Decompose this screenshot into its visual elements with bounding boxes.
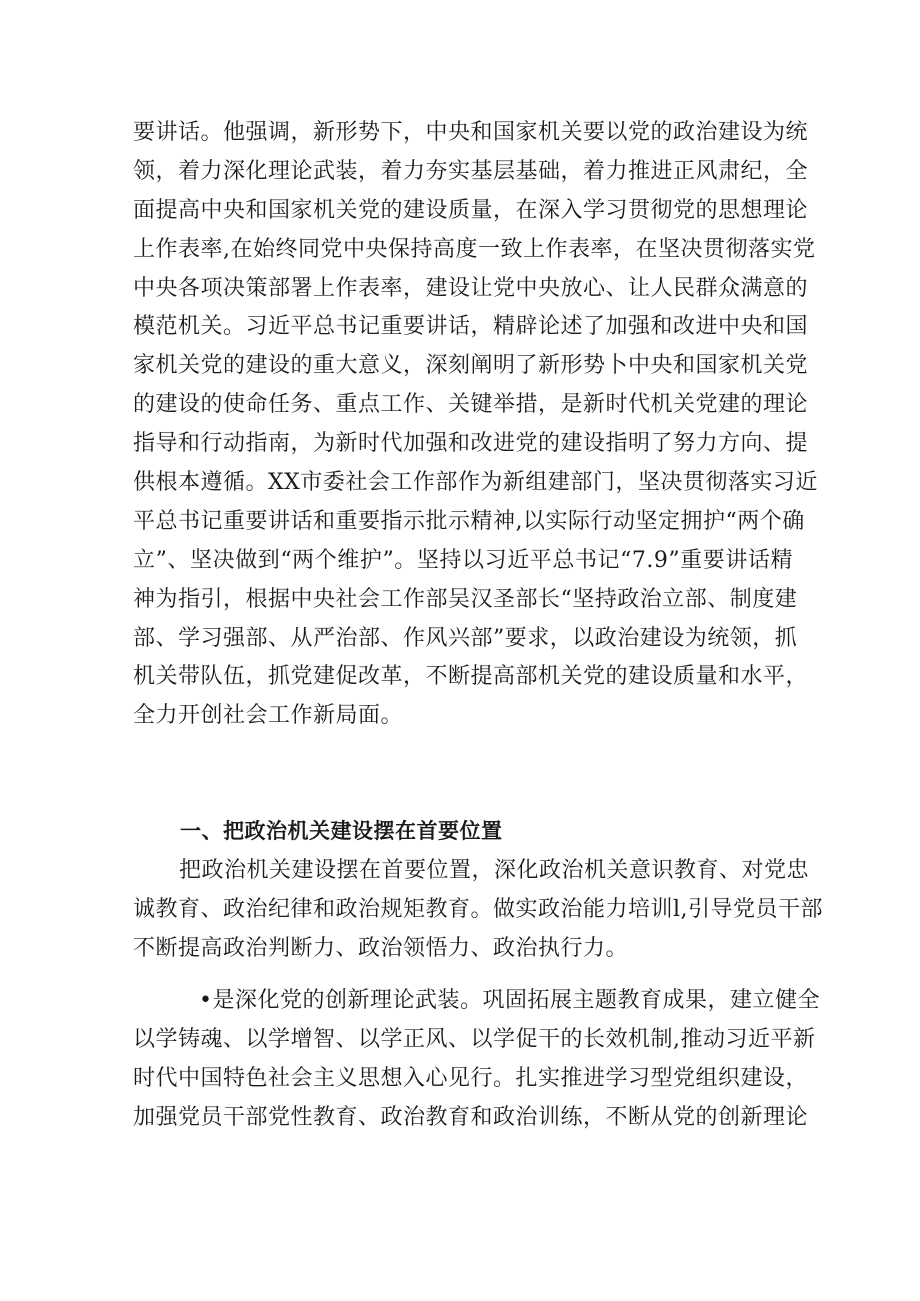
- text-line: 全力开创社会工作新局面。: [133, 703, 404, 729]
- text-line: 的建设的使命任务、重点工作、关键举措，是新时代机关党建的理论: [133, 392, 809, 418]
- text-line: 加强党员干部党性教育、政治教育和政治训练，不断从党的创新理论: [133, 1104, 809, 1130]
- text-line: 模范机关。习近平总书记重要讲话，精辟论述了加强和改进中央和国: [133, 314, 809, 340]
- intro-paragraph: [133, 114, 818, 736]
- section-heading: 一、把政治机关建设摆在首要位置: [180, 819, 503, 843]
- section-paragraph: [133, 852, 824, 969]
- text-line: 神为指引，根据中央社会工作部吴汉圣部长“坚持政治立部、制度建: [133, 586, 798, 612]
- text-line: 立”、坚决做到“两个维护”。坚持以习近平总书记“7.9”重要讲话精: [133, 547, 793, 573]
- text-line: 部、学习强部、从严治部、作风兴部”要求，以政治建设为统领，抓: [133, 625, 798, 651]
- bullet-paragraph: [133, 982, 820, 1138]
- text-line: 中央各项决策部署上作表率，建设让党中央放心、让人民群众满意的: [133, 275, 809, 301]
- text-line: 领，着力深化理论武装，着力夯实基层基础，着力推进正风肃纪，全: [133, 158, 809, 184]
- text-line: 指导和行动指南，为新时代加强和改进党的建设指明了努力方向、提: [133, 431, 809, 457]
- text-line: 不断提高政治判断力、政治领悟力、政治执行力。: [133, 935, 629, 961]
- text-line: 要讲话。他强调，新形势下，中央和国家机关要以党的政治建设为统: [133, 120, 809, 145]
- text-line: 平总书记重要讲话和重要指示批示精神,以实际行动坚定拥护“两个确: [133, 508, 805, 534]
- text-line: •是深化党的创新理论武装。巩固拓展主题教育成果，建立健全: [199, 988, 820, 1013]
- text-line: 面提高中央和国家机关党的建设质量，在深入学习贯彻党的思想理论: [133, 197, 809, 223]
- text-line: 上作表率,在始终同党中央保持高度一致上作表率，在坚决贯彻落实党: [133, 236, 816, 262]
- text-line: 诚教育、政治纪律和政治规矩教育。做实政治能力培训l,引导党员干部: [133, 896, 824, 922]
- text-line: 供根本遵循。XX市委社会工作部作为新组建部门，坚决贯彻落实习近: [133, 470, 818, 496]
- text-line: 时代中国特色社会主义思想入心见行。扎实推进学习型党组织建设，: [133, 1065, 809, 1091]
- text-line: 把政治机关建设摆在首要位置，深化政治机关意识教育、对党忠: [179, 858, 810, 883]
- text-line: 家机关党的建设的重大意义，深刻阐明了新形势卜中央和国家机关党: [133, 353, 809, 379]
- text-line: 机关带队伍，抓党建促改革，不断提高部机关党的建设质量和水平，: [133, 664, 809, 690]
- text-line: 以学铸魂、以学增智、以学正风、以学促干的长效机制,推动习近平新: [133, 1026, 816, 1052]
